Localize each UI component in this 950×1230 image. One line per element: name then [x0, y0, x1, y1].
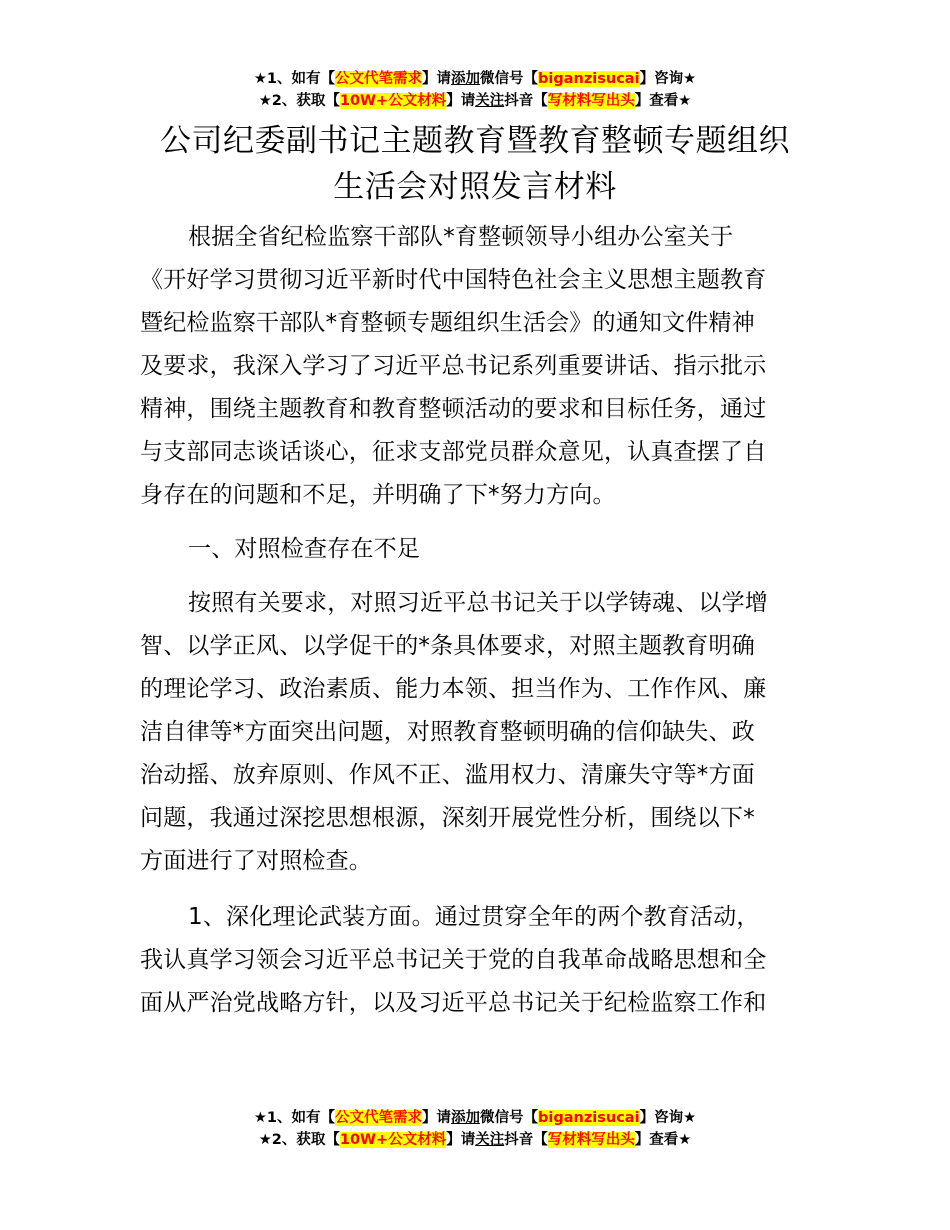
text-line: 《开好学习贯彻习近平新时代中国特色社会主义思想主题教育	[140, 267, 767, 293]
text-line: 的理论学习、政治素质、能力本领、担当作为、工作作风、廉	[140, 676, 767, 702]
text-line: 1、深化理论武装方面。通过贯穿全年的两个教育活动，	[188, 904, 760, 930]
highlight-materials: 10W+公文材料	[339, 1132, 447, 1148]
text-line: 方面进行了对照检查。	[140, 848, 372, 874]
promo-line-1: ★1、如有【公文代笔需求】请添加微信号【biganzisucai】咨询★	[253, 1110, 697, 1126]
highlight-service: 公文代笔需求	[335, 1110, 423, 1126]
promo-line-1: ★1、如有【公文代笔需求】请添加微信号【biganzisucai】咨询★	[253, 71, 697, 87]
text-line: 洁自律等*方面突出问题，对照教育整顿明确的信仰缺失、政	[140, 719, 755, 745]
text-line: 治动摇、放弃原则、作风不正、滥用权力、清廉失守等*方面	[140, 762, 755, 788]
text-line: 暨纪检监察干部队*育整顿专题组织生活会》的通知文件精神	[140, 310, 755, 336]
highlight-douyin-account: 写材料写出头	[547, 1132, 635, 1148]
paragraph-theory	[140, 896, 812, 1025]
title-line-1: 公司纪委副书记主题教育暨教育整顿专题组织	[160, 123, 790, 159]
title-line-2: 生活会对照发言材料	[333, 169, 617, 205]
text-line: 智、以学正风、以学促干的*条具体要求，对照主题教育明确	[140, 633, 755, 659]
highlight-wechat-id: biganzisucai	[538, 71, 640, 87]
paragraph-requirements	[140, 582, 812, 883]
text-line: 精神，围绕主题教育和教育整顿活动的要求和目标任务，通过	[140, 396, 767, 422]
text-line: 身存在的问题和不足，并明确了下*努力方向。	[140, 482, 616, 508]
highlight-douyin-account: 写材料写出头	[547, 93, 635, 109]
promo-banner-bottom	[0, 1107, 950, 1151]
highlight-materials: 10W+公文材料	[339, 93, 447, 109]
section-heading	[140, 528, 812, 571]
promo-banner-top	[0, 68, 950, 112]
text-line: 及要求，我深入学习了习近平总书记系列重要讲话、指示批示	[140, 353, 767, 379]
highlight-service: 公文代笔需求	[335, 71, 423, 87]
paragraph-intro	[140, 216, 812, 517]
text-line: 按照有关要求，对照习近平总书记关于以学铸魂、以学增	[188, 590, 768, 616]
highlight-wechat-id: biganzisucai	[538, 1110, 640, 1126]
text-line: 根据全省纪检监察干部队*育整顿领导小组办公室关于	[188, 224, 734, 250]
document-title	[0, 118, 950, 210]
text-line: 与支部同志谈话谈心，征求支部党员群众意见，认真查摆了自	[140, 439, 767, 465]
text-line: 问题，我通过深挖思想根源，深刻开展党性分析，围绕以下*	[140, 805, 755, 831]
section-heading-text: 一、对照检查存在不足	[188, 536, 420, 562]
promo-line-2: ★2、获取【10W+公文材料】请关注抖音【写材料写出头】查看★	[258, 93, 692, 109]
text-line: 我认真学习领会习近平总书记关于党的自我革命战略思想和全	[140, 947, 767, 973]
promo-line-2: ★2、获取【10W+公文材料】请关注抖音【写材料写出头】查看★	[258, 1132, 692, 1148]
text-line: 面从严治党战略方针，以及习近平总书记关于纪检监察工作和	[140, 990, 767, 1016]
